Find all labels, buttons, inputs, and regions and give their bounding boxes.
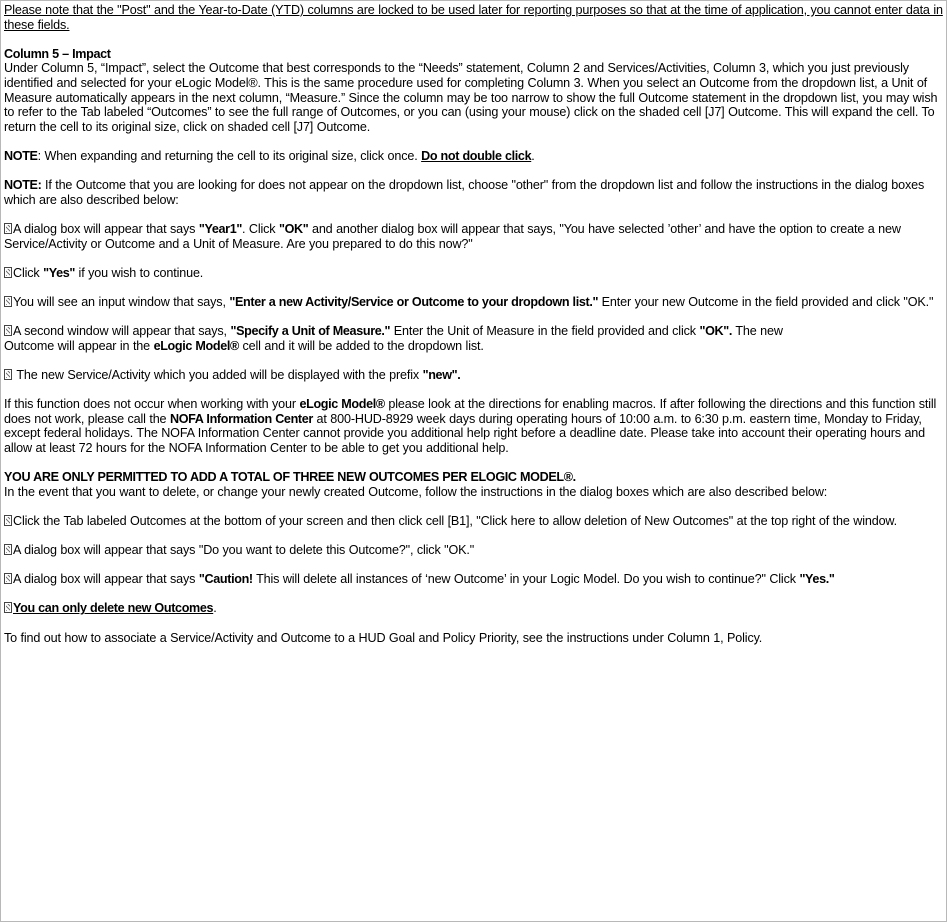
macros-paragraph bbox=[4, 397, 945, 455]
intro-paragraph bbox=[4, 3, 945, 32]
note-other bbox=[4, 178, 945, 207]
step-year1 bbox=[4, 222, 945, 251]
do-not-double-click: Do not double click bbox=[421, 148, 532, 163]
step-emph: "Enter a new Activity/Service or Outcome to your dropdown list." bbox=[229, 294, 599, 309]
footer-text: To find out how to associate a Service/Activity and Outcome to a HUD Goal and Policy Priority, see the instructions under Column 1, Policy. bbox=[4, 630, 763, 645]
limit-heading: YOU ARE ONLY PERMITTED TO ADD A TOTAL OF THREE NEW OUTCOMES PER ELOGIC MODEL®. bbox=[4, 470, 576, 484]
missing-glyph-icon bbox=[4, 602, 12, 613]
step-text: A dialog box will appear that says bbox=[13, 221, 199, 236]
step-emph: "Year1" bbox=[198, 221, 242, 236]
step-text: Enter your new Outcome in the field provided and click "OK." bbox=[598, 294, 934, 309]
step-text: and another dialog box will appear that says, "You have selected ’other’ and have the option to create a new Service/Activity or Outcome and a Unit of Measure. Are you prepared to do this now?" bbox=[4, 221, 901, 251]
step-emph: eLogic Model® bbox=[153, 338, 239, 353]
missing-glyph-icon bbox=[4, 544, 12, 555]
missing-glyph-icon bbox=[4, 325, 12, 336]
instructions-text bbox=[4, 3, 945, 645]
step-emph: "Yes" bbox=[43, 265, 75, 280]
step-emph: "new". bbox=[422, 367, 461, 382]
step-text: . bbox=[213, 601, 217, 616]
missing-glyph-icon bbox=[4, 515, 12, 526]
intro-text: Please note that the "Post" and the Year-to-Date (YTD) columns are locked to be used later for reporting purposes so that at the time of application, you cannot enter data in these fields. bbox=[4, 3, 943, 32]
missing-glyph-icon bbox=[4, 223, 12, 234]
step-text: Click the Tab labeled Outcomes at the bottom of your screen and then click cell [B1], "Click here to allow deletion of New Outcomes" at the top right of the window. bbox=[13, 513, 898, 528]
step-input-window bbox=[4, 295, 945, 310]
step-yes bbox=[4, 266, 945, 281]
step-text: The new Service/Activity which you added will be displayed with the prefix bbox=[13, 367, 423, 382]
delete-step-tab bbox=[4, 514, 945, 529]
footer-paragraph bbox=[4, 631, 945, 646]
column5-heading: Column 5 – Impact bbox=[4, 46, 111, 61]
step-emph: "OK". bbox=[699, 324, 733, 339]
limit-body: In the event that you want to delete, or change your newly created Outcome, follow the instructions in the dialog boxes which are also described below: bbox=[4, 484, 828, 499]
step-text: if you wish to continue. bbox=[75, 265, 204, 280]
missing-glyph-icon bbox=[4, 369, 12, 380]
note-text: If the Outcome that you are looking for does not appear on the dropdown list, choose "other" from the dropdown list and follow the instructions in the dialog boxes which are also described below: bbox=[4, 178, 925, 207]
step-text: Click bbox=[13, 265, 44, 280]
note-end: . bbox=[531, 148, 535, 163]
note-label: NOTE: bbox=[4, 178, 42, 193]
delete-step-dialog bbox=[4, 543, 945, 558]
missing-glyph-icon bbox=[4, 573, 12, 584]
step-text: This will delete all instances of ‘new Outcome’ in your Logic Model. Do you wish to continue?" Click bbox=[252, 572, 800, 587]
step-text: A dialog box will appear that says bbox=[13, 572, 199, 587]
step-emph: "Yes." bbox=[799, 572, 835, 587]
macros-text: If this function does not occur when working with your bbox=[4, 397, 300, 412]
step-text: A dialog box will appear that says "Do you want to delete this Outcome?", click "OK." bbox=[13, 542, 475, 557]
step-text: Outcome will appear in the bbox=[4, 338, 154, 353]
delete-step-only-new bbox=[4, 601, 945, 616]
step-text: The new bbox=[732, 324, 783, 339]
step-text: cell and it will be added to the dropdown list. bbox=[238, 338, 484, 353]
step-emph: "OK" bbox=[278, 221, 309, 236]
note-expanding bbox=[4, 149, 945, 164]
step-emph: "Specify a Unit of Measure." bbox=[230, 324, 391, 339]
missing-glyph-icon bbox=[4, 267, 12, 278]
delete-step-caution bbox=[4, 572, 945, 587]
step-emph: "Caution! bbox=[198, 572, 253, 587]
nofa-information-center: NOFA Information Center bbox=[169, 411, 313, 426]
limit-section bbox=[4, 470, 945, 499]
note-text: : When expanding and returning the cell to its original size, click once. bbox=[37, 148, 422, 163]
step-text: . Click bbox=[242, 221, 279, 236]
column5-body: Under Column 5, “Impact”, select the Outcome that best corresponds to the “Needs” statement, Column 2 and Services/Activities, Column 3, which you just previously identified and selected for your eLogic Model®. This is the same procedure used for completing Column 3. When you select an Outcome from the dropdown list, a Unit of Measure automatically appears in the next column, “Measure.” Since the column may be too narrow to show the full Outcome statement in the dropdown list, you may wish to refer to the Tab labeled “Outcomes” to see the full range of Outcomes, or you can (using your mouse) click on the shaded cell [J7] Outcome. This will expand the cell. To return the cell to its original size, click on shaded cell [J7] Outcome. bbox=[4, 61, 938, 134]
step-text: Enter the Unit of Measure in the field provided and click bbox=[390, 324, 700, 339]
macros-text: at 800-HUD-8929 week days during operating hours of 10:00 a.m. to 6:30 p.m. eastern time, Monday to Friday, except federal holidays. The NOFA Information Center cannot provide you additional help right before a deadline date. Please take into account their operating hours and allow at least 72 hours for the NOFA Information Center to be able to get you additional help. bbox=[4, 411, 926, 455]
column5-section bbox=[4, 47, 945, 135]
step-text: A second window will appear that says, bbox=[13, 324, 231, 339]
only-delete-new-outcomes: You can only delete new Outcomes bbox=[13, 601, 214, 616]
step-new-prefix bbox=[4, 368, 945, 383]
step-text: You will see an input window that says, bbox=[13, 294, 230, 309]
missing-glyph-icon bbox=[4, 296, 12, 307]
step-unit-of-measure bbox=[4, 324, 945, 353]
macros-text: please look at the directions for enabling macros. If after following the directions and this function still does not work, please call the bbox=[4, 397, 937, 426]
macros-emph: eLogic Model® bbox=[299, 397, 385, 412]
note-label: NOTE bbox=[4, 148, 38, 163]
